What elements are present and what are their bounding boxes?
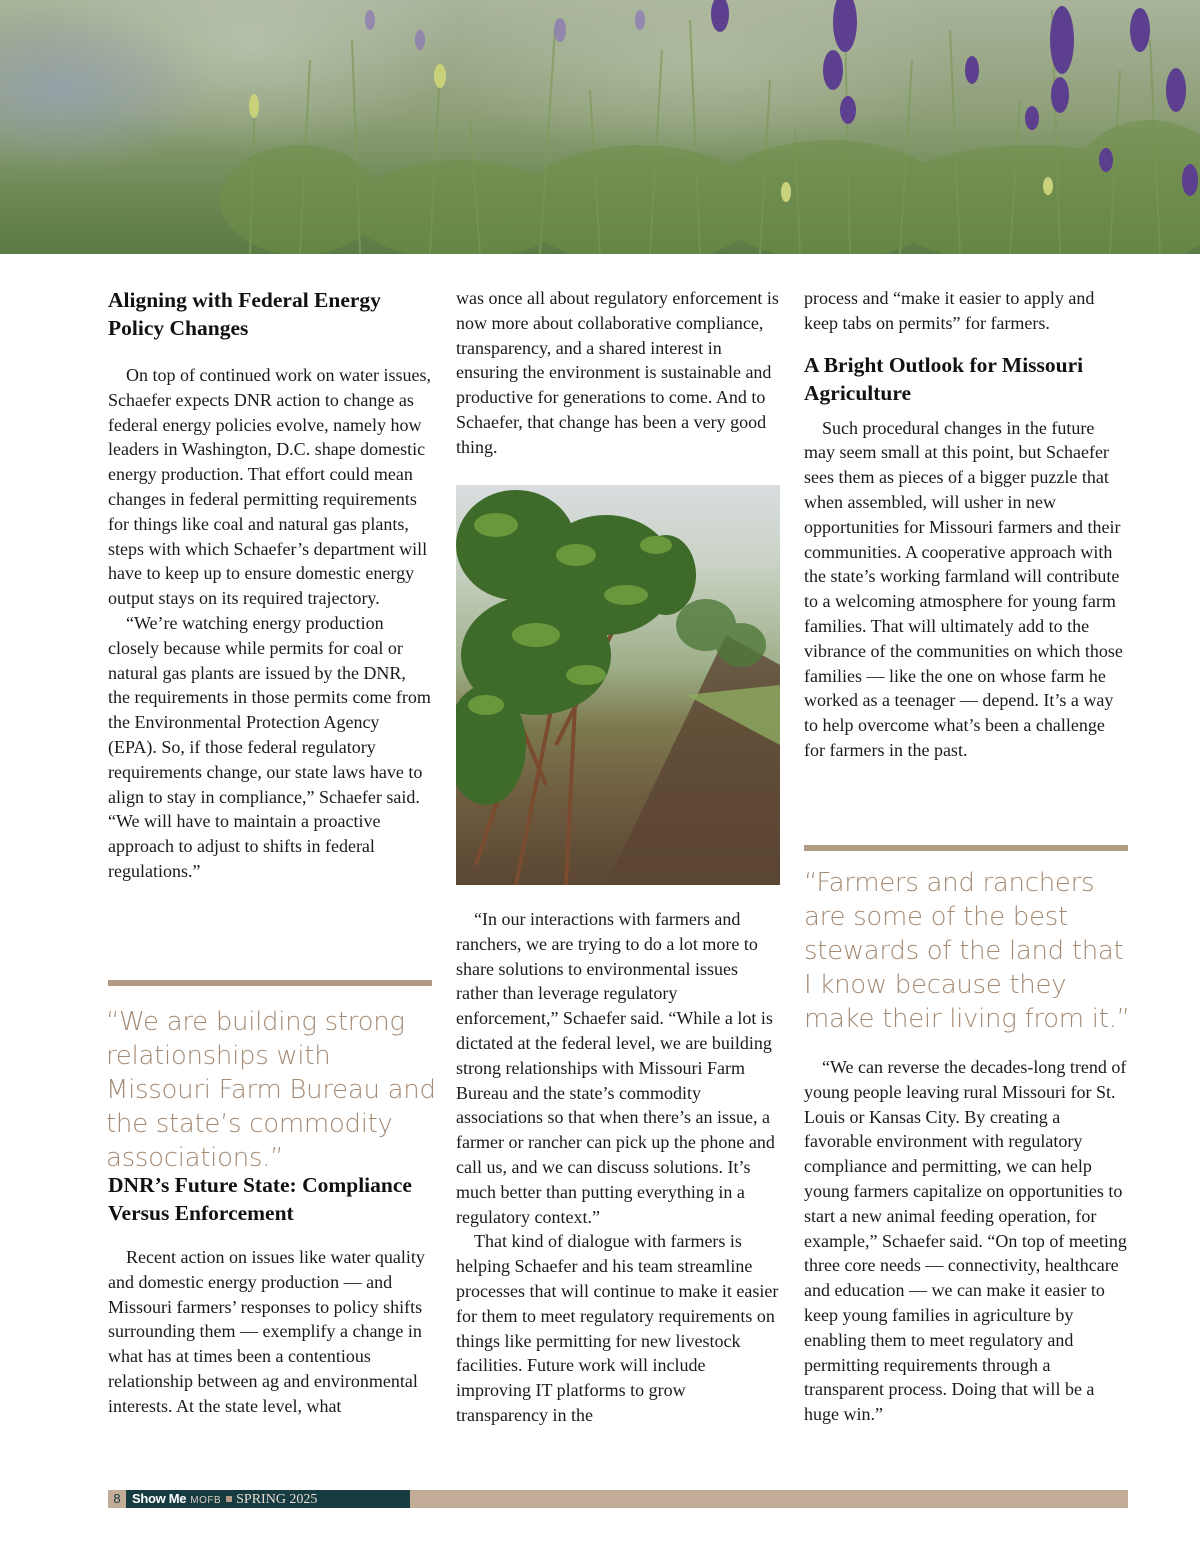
section-heading: Aligning with Federal Energy Policy Changes <box>108 288 381 340</box>
body-paragraph: “In our interactions with farmers and ranchers, we are trying to do a lot more to share solutions to environmental issues rather than leverage regulatory enforcement,” Schaefer said. “While a lot is dictated at the federal level, we are building strong relationships with Missouri Farm Bureau and the state’s commodity associations so that when there’s an issue, a farmer or rancher can pick up the phone and call us, and we can discuss solutions. It’s much better than putting everything in a regulatory context.” <box>456 909 775 1227</box>
body-paragraph: Such procedural changes in the future may seem small at this point, but Schaefer sees them as pieces of a bigger puzzle that when assembled, will usher in new opportunities for Missouri farmers and their communities. A cooperative approach with the state’s working farmland will contribute to a welcoming atmosphere for young farm families. That will ultimately add to the vibrance of the communities on which those families — like the one on whose farm he worked as a teenager — depend. It’s a way to help overcome what’s been a challenge for farmers in the past. <box>804 417 1123 760</box>
body-paragraph: On top of continued work on water issues, Schaefer expects DNR action to change as federal energy policies evolve, namely how leaders in Washington, D.C. shape domestic energy production. That effort could mean changes in federal permitting requirements for things like coal and natural gas plants, steps with which Schaefer’s department will have to keep up to ensure domestic energy output stays on its required trajectory. <box>108 365 431 609</box>
column-1-lower <box>108 1171 432 1419</box>
body-paragraph: “We’re watching energy production closely because while permits for coal or natural gas plants are issued by the DNR, the requirements in those permits come from the Environmental Protection Agency (EPA). So, if those federal regulatory requirements change, our state laws have to align to stay in compliance,” Schaefer said. “We will have to maintain a proactive approach to adjust to shifts in federal regulations.” <box>108 612 431 881</box>
divider-rule <box>108 980 432 986</box>
issue-season: SPRING 2025 <box>236 1492 318 1507</box>
footer <box>108 1490 317 1508</box>
body-paragraph: Recent action on issues like water quality and domestic energy production — and Missouri farmers’ responses to policy shifts surrounding them — exemplify a change in what has at times been a contentious relationship between ag and environmental interests. At the state level, what <box>108 1247 425 1416</box>
magazine-brand: Show Me <box>132 1491 187 1506</box>
page-number: 8 <box>108 1490 126 1508</box>
column-3 <box>804 286 1128 763</box>
column-3-lower <box>804 1055 1128 1427</box>
pull-quote: “Farmers and ranchers are some of the best stewards of the land that I know because they make their living from it.” <box>804 868 1130 1034</box>
lavender-illustration <box>0 0 1200 254</box>
divider-rule <box>804 845 1128 851</box>
body-paragraph: “We can reverse the decades-long trend of young people leaving rural Missouri for St. Louis or Kansas City. By creating a favorable environment with regulatory compliance and permitting, we can help young farmers capitalize on opportunities to start a new animal feeding operation, for example,” Schaefer said. “On top of meeting three core needs — connectivity, healthcare and education — we can make it easier to keep young families in agriculture by enabling them to meet regulatory and permitting requirements through a transparent process. Doing that will be a huge win.” <box>804 1057 1127 1425</box>
body-paragraph: process and “make it easier to apply and keep tabs on permits” for farmers. <box>804 288 1095 333</box>
hero-lavender-photo <box>0 0 1200 254</box>
magazine-subbrand: MOFB <box>190 1495 222 1506</box>
section-heading: DNR’s Future State: Compliance Versus Enforcement <box>108 1173 412 1225</box>
pull-quote: “We are building strong relationships with Missouri Farm Bureau and the state’s commodity associations.” <box>106 1007 436 1173</box>
body-paragraph: That kind of dialogue with farmers is helping Schaefer and his team streamline processes that will continue to make it easier for them to meet regulatory requirements on things like permitting for new livestock facilities. Future work will include improving IT platforms to grow transparency in the <box>456 1231 779 1425</box>
column-1 <box>108 286 432 884</box>
bushes-illustration <box>456 485 780 885</box>
square-bullet-icon <box>226 1496 232 1502</box>
column-2-lower <box>456 907 780 1428</box>
column-2 <box>456 286 780 460</box>
section-heading: A Bright Outlook for Missouri Agriculture <box>804 352 1084 405</box>
body-paragraph: was once all about regulatory enforcement is now more about collaborative compliance, transparency, and a shared interest in ensuring the environment is sustainable and productive for generations to come. And to Schaefer, that change has been a very good thing. <box>456 288 779 457</box>
blueberry-bushes-photo <box>456 485 780 885</box>
